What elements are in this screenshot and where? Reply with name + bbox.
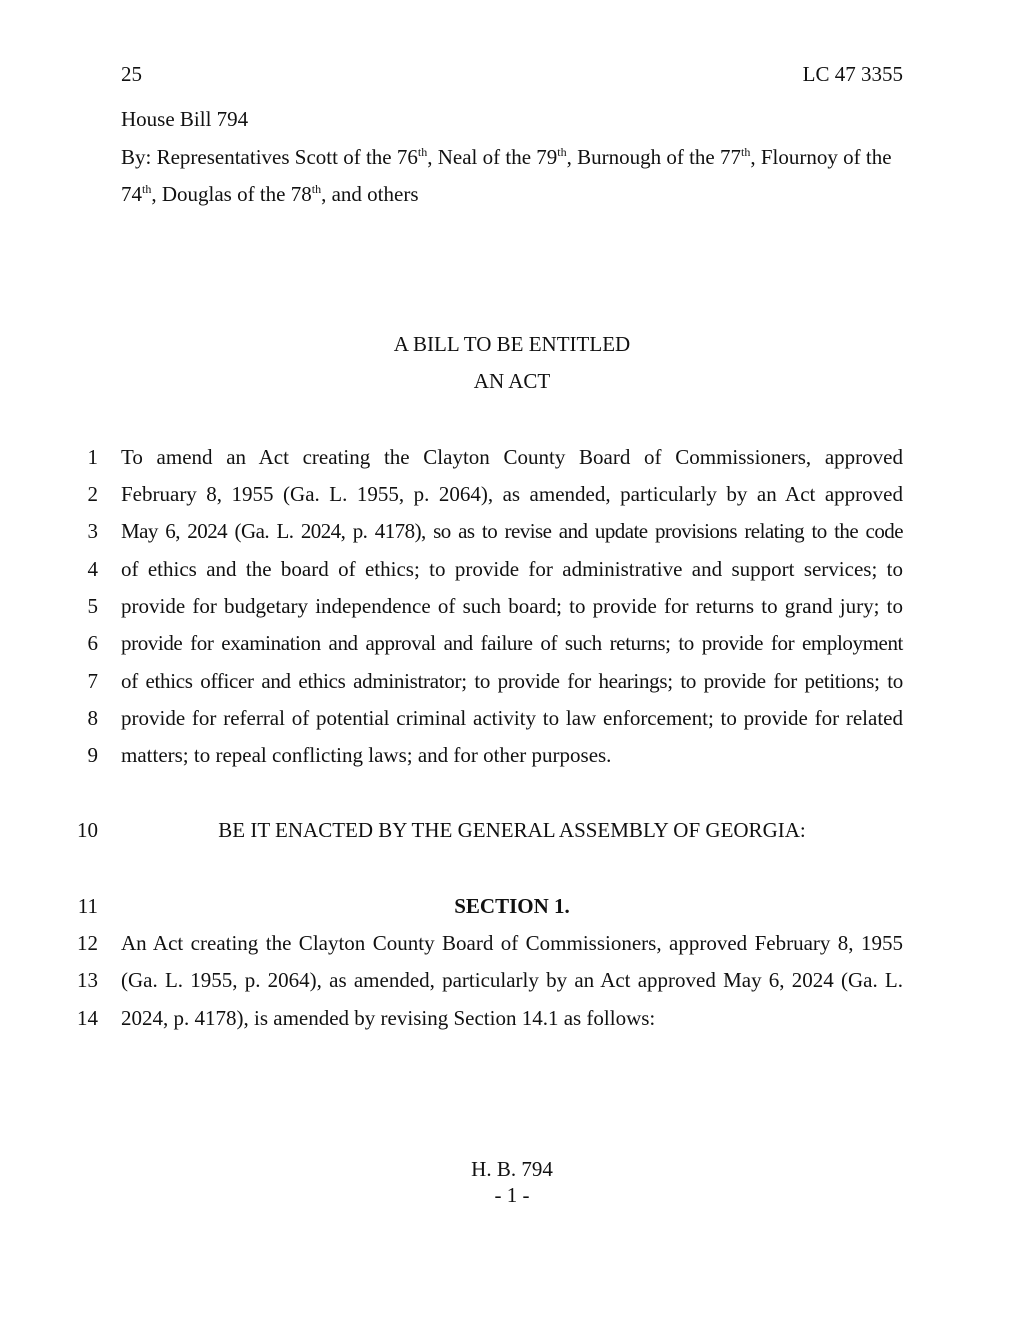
caption-line-1: A BILL TO BE ENTITLED <box>393 332 631 356</box>
title-line: May 6, 2024 (Ga. L. 2024, p. 4178), so as to revise and update provisions relating to the code <box>121 519 903 543</box>
title-line: of ethics officer and ethics administrator; to provide for hearings; to provide for petitions; to <box>121 669 903 693</box>
line-number: 8 <box>87 706 98 730</box>
line-number: 6 <box>87 631 98 655</box>
sponsors-text: , and others <box>321 182 419 206</box>
sponsors-line-1 <box>121 145 892 170</box>
section-line: An Act creating the Clayton County Board of Commissioners, approved February 8, 1955 <box>121 931 903 955</box>
bill-title: House Bill 794 <box>121 107 249 131</box>
title-line: of ethics and the board of ethics; to provide for administrative and support services; to <box>121 557 903 581</box>
ordinal-suffix: th <box>142 182 152 196</box>
title-line: To amend an Act creating the Clayton County Board of Commissioners, approved <box>121 445 903 469</box>
line-number: 14 <box>77 1006 98 1030</box>
title-line: provide for examination and approval and failure of such returns; to provide for employment <box>121 631 903 655</box>
line-number: 4 <box>87 557 98 581</box>
sponsors-line-2 <box>121 182 419 207</box>
enacting-clause: BE IT ENACTED BY THE GENERAL ASSEMBLY OF GEORGIA: <box>218 818 806 842</box>
line-number: 12 <box>77 931 98 955</box>
title-line: provide for referral of potential criminal activity to law enforcement; to provide for related <box>121 706 903 730</box>
line-number: 11 <box>77 894 98 918</box>
line-number: 7 <box>87 669 98 693</box>
caption-line-2: AN ACT <box>473 369 551 393</box>
section-heading: SECTION 1. <box>454 894 570 918</box>
title-line: February 8, 1955 (Ga. L. 1955, p. 2064), as amended, particularly by an Act approved <box>121 482 903 506</box>
line-number: 3 <box>87 519 98 543</box>
line-number: 2 <box>87 482 98 506</box>
line-number: 5 <box>87 594 98 618</box>
ordinal-suffix: th <box>557 145 567 159</box>
line-number: 1 <box>87 445 98 469</box>
section-line: 2024, p. 4178), is amended by revising Section 14.1 as follows: <box>121 1006 656 1030</box>
title-line: provide for budgetary independence of such board; to provide for returns to grand jury; to <box>121 594 903 618</box>
session-number: 25 <box>121 62 142 86</box>
sponsors-text: , Flournoy of the <box>750 145 892 169</box>
line-number: 9 <box>87 743 98 767</box>
ordinal-suffix: th <box>741 145 751 159</box>
sponsors-text: , Neal of the 79 <box>427 145 558 169</box>
section-line: (Ga. L. 1955, p. 2064), as amended, particularly by an Act approved May 6, 2024 (Ga. L. <box>121 968 903 992</box>
title-line: matters; to repeal conflicting laws; and for other purposes. <box>121 743 612 767</box>
sponsors-text: By: Representatives Scott of the 76 <box>121 145 418 169</box>
line-number: 13 <box>77 968 98 992</box>
ordinal-suffix: th <box>311 182 322 196</box>
footer-bill-ref: H. B. 794 <box>471 1157 553 1181</box>
sponsors-text: , Douglas of the 78 <box>151 182 312 206</box>
ordinal-suffix: th <box>417 145 428 159</box>
line-number: 10 <box>77 818 98 842</box>
page-number: - 1 - <box>494 1183 530 1207</box>
lc-number: LC 47 3355 <box>802 62 903 86</box>
sponsors-text: , Burnough of the 77 <box>566 145 742 169</box>
sponsors-text: 74 <box>121 182 142 206</box>
